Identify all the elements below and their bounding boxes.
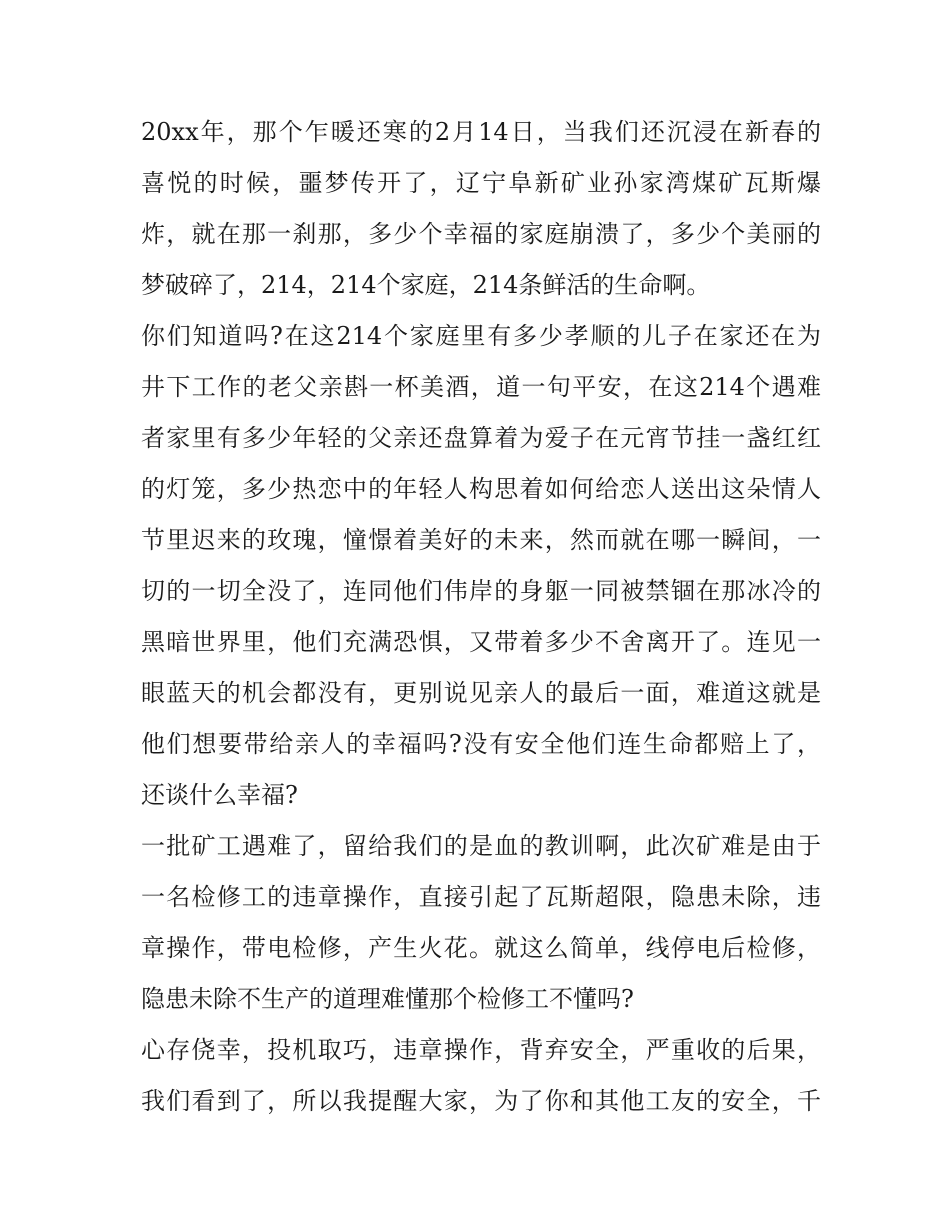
text-line: 的灯笼，多少热恋中的年轻人构思着如何给恋人送出这朵情人 xyxy=(141,475,821,503)
text-line: 梦破碎了，214，214个家庭，214条鲜活的生命啊。 xyxy=(141,271,711,299)
text-line: 黑暗世界里，他们充满恐惧，又带着多少不舍离开了。连见一 xyxy=(141,628,821,656)
paragraph-1 xyxy=(141,107,821,311)
text-line: 心存侥幸，投机取巧，违章操作，背弃安全，严重收的后果， xyxy=(141,1036,821,1064)
paragraph-3 xyxy=(141,821,821,1025)
text-line: 切的一切全没了，连同他们伟岸的身躯一同被禁锢在那冰冷的 xyxy=(141,577,821,605)
text-line: 者家里有多少年轻的父亲还盘算着为爱子在元宵节挂一盏红红 xyxy=(141,424,821,452)
text-line: 眼蓝天的机会都没有，更别说见亲人的最后一面，难道这就是 xyxy=(141,679,821,707)
text-line: 他们想要带给亲人的幸福吗?没有安全他们连生命都赔上了， xyxy=(141,730,821,758)
text-line: 喜悦的时候，噩梦传开了，辽宁阜新矿业孙家湾煤矿瓦斯爆 xyxy=(141,169,821,197)
paragraph-4 xyxy=(141,1025,821,1127)
text-line: 节里迟来的玫瑰，憧憬着美好的未来，然而就在哪一瞬间，一 xyxy=(141,526,821,554)
text-line: 20xx年，那个乍暖还寒的2月14日，当我们还沉浸在新春的 xyxy=(141,118,821,146)
paragraph-2 xyxy=(141,311,821,821)
text-line: 一名检修工的违章操作，直接引起了瓦斯超限，隐患未除，违 xyxy=(141,883,821,911)
text-line: 井下工作的老父亲斟一杯美酒，道一句平安，在这214个遇难 xyxy=(141,373,821,401)
text-line: 你们知道吗?在这214个家庭里有多少孝顺的儿子在家还在为 xyxy=(141,322,821,350)
text-line: 隐患未除不生产的道理难懂那个检修工不懂吗? xyxy=(141,985,634,1013)
text-line: 我们看到了，所以我提醒大家，为了你和其他工友的安全，千 xyxy=(141,1087,821,1115)
text-line: 炸，就在那一刹那，多少个幸福的家庭崩溃了，多少个美丽的 xyxy=(141,220,821,248)
text-line: 还谈什么幸福? xyxy=(141,781,298,809)
text-line: 一批矿工遇难了，留给我们的是血的教训啊，此次矿难是由于 xyxy=(141,832,821,860)
document-body xyxy=(141,107,821,1127)
text-line: 章操作，带电检修，产生火花。就这么简单，线停电后检修， xyxy=(141,934,821,962)
